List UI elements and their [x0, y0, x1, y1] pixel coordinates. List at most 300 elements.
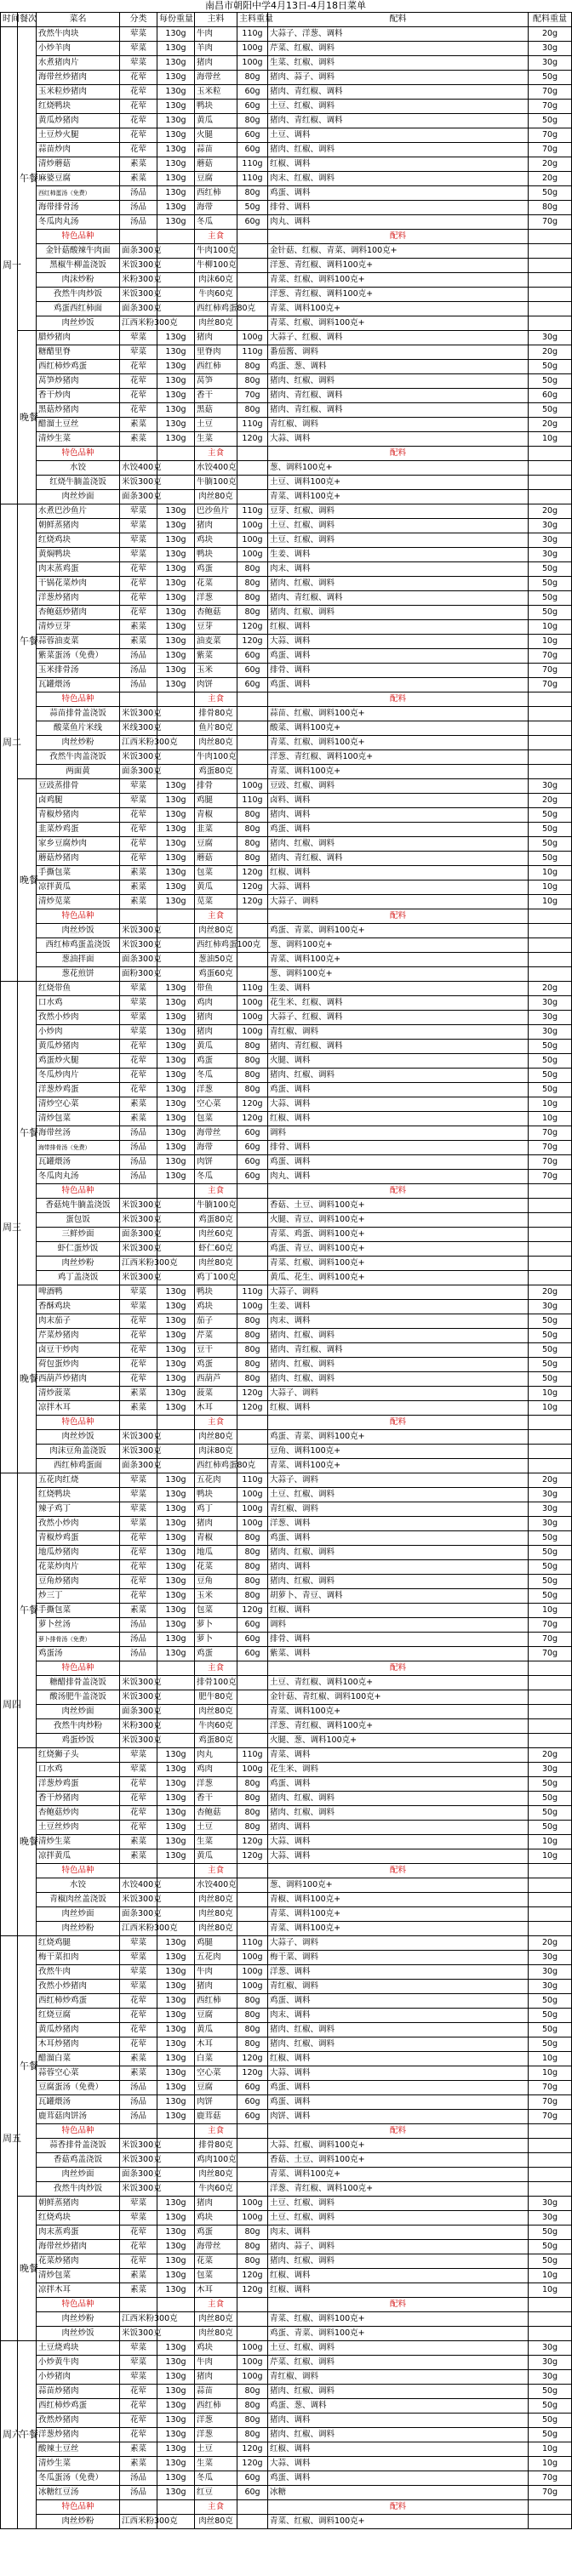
- cell-portion-weight: 130g: [157, 519, 195, 533]
- cell-category: 米饭300克: [120, 476, 157, 490]
- menu-row: [1, 42, 572, 56]
- cell-main-weight: 60g: [237, 2095, 268, 2110]
- cell-side-weight: [529, 1199, 572, 1213]
- cell-main-weight: 80g: [237, 1083, 268, 1097]
- menu-row: [1, 2341, 572, 2356]
- cell-dish-name: 肉沫豆角盖浇饭: [37, 1445, 120, 1459]
- menu-row: [1, 27, 572, 42]
- cell-side-ingredients: 鸡蛋、青菜、调料100克+: [268, 924, 529, 938]
- cell-dish-name: 辣子鸡丁: [37, 1502, 120, 1517]
- cell-category: 花荤: [120, 1806, 157, 1821]
- cell-dish-name: 瓦罐煨汤: [37, 1155, 120, 1170]
- cell-portion-weight: 130g: [157, 635, 195, 649]
- cell-main-ingredient: 鸡蛋60克: [195, 967, 237, 982]
- cell-category: 素菜: [120, 1604, 157, 1618]
- cell-portion-weight: 130g: [157, 85, 195, 100]
- cell-category: 素菜: [120, 1097, 157, 1112]
- page-title: 南昌市朝阳中学4月13日-4月18日菜单: [205, 0, 366, 11]
- cell-dish-name: 清炒菠菜: [37, 1387, 120, 1401]
- cell-dish-name: 莴笋炒猪肉: [37, 374, 120, 389]
- cell-main-ingredient: 肉丝80克: [195, 2312, 237, 2327]
- menu-row: [1, 692, 572, 707]
- cell-side-weight: 50g: [529, 2428, 572, 2442]
- cell-category: 汤品: [120, 649, 157, 664]
- cell-category: 汤品: [120, 2110, 157, 2124]
- cell-category: 素菜: [120, 2457, 157, 2471]
- cell-side-ingredients: 青菜、调料100克+: [268, 1705, 529, 1719]
- cell-main-ingredient: 西红柿: [195, 1994, 237, 2009]
- cell-category: 汤品: [120, 1170, 157, 1184]
- cell-main-ingredient: 猪肉: [195, 56, 237, 71]
- cell-main-weight: 100g: [237, 1980, 268, 1994]
- cell-main-ingredient: 生菜: [195, 1835, 237, 1849]
- cell-main-ingredient: 火腿: [195, 128, 237, 143]
- cell-side-ingredients: 鸡蛋、青菜、调料100克+: [268, 2327, 529, 2341]
- cell-side-ingredients: 土豆、红椒、调料: [268, 2197, 529, 2211]
- menu-row: [1, 2442, 572, 2457]
- cell-main-weight: [237, 316, 268, 331]
- cell-main-weight: [237, 244, 268, 259]
- menu-row: [1, 1633, 572, 1647]
- cell-category: 素菜: [120, 1835, 157, 1849]
- cell-dish-name: 清炒空心菜: [37, 1097, 120, 1112]
- cell-main-weight: [237, 1690, 268, 1705]
- menu-row: [1, 953, 572, 967]
- cell-portion-weight: 130g: [157, 620, 195, 635]
- cell-main-ingredient: 猪肉: [195, 1025, 237, 1040]
- cell-category: [120, 1864, 157, 1878]
- cell-dish-name: 西红柿鸡蛋盖浇饭: [37, 938, 120, 953]
- cell-side-weight: 50g: [529, 577, 572, 591]
- cell-dish-name: 孜然牛肉盖浇饭: [37, 750, 120, 765]
- cell-side-weight: 10g: [529, 2052, 572, 2066]
- cell-side-ingredients: 猪肉、青红椒、调料: [268, 389, 529, 403]
- cell-portion-weight: [157, 967, 195, 982]
- cell-category: 花荤: [120, 128, 157, 143]
- cell-side-ingredients: 葱、调料100克+: [268, 938, 529, 953]
- cell-side-weight: 50g: [529, 1994, 572, 2009]
- cell-side-weight: [529, 1690, 572, 1705]
- cell-main-weight: 80g: [237, 1821, 268, 1835]
- cell-side-ingredients: 红椒、调料: [268, 1112, 529, 1126]
- cell-portion-weight: 130g: [157, 2023, 195, 2037]
- cell-side-ingredients: 猪肉、青红椒、调料: [268, 1040, 529, 1054]
- menu-row: [1, 1257, 572, 1271]
- cell-main-ingredient: 鸡蛋80克: [195, 1734, 237, 1748]
- menu-row: [1, 1040, 572, 1054]
- cell-main-ingredient: 土豆: [195, 2442, 237, 2457]
- cell-main-ingredient: 冬瓜: [195, 215, 237, 230]
- cell-portion-weight: 130g: [157, 1473, 195, 1488]
- cell-side-weight: 70g: [529, 85, 572, 100]
- cell-portion-weight: 130g: [157, 1401, 195, 1416]
- day-label-cell: 周五: [1, 1936, 18, 2341]
- cell-side-weight: 20g: [529, 172, 572, 186]
- cell-portion-weight: 130g: [157, 1821, 195, 1835]
- cell-main-weight: 110g: [237, 172, 268, 186]
- cell-main-weight: [237, 1184, 268, 1199]
- cell-main-weight: 80g: [237, 1560, 268, 1575]
- cell-side-ingredients: 生姜、调料: [268, 1300, 529, 1314]
- cell-side-ingredients: 青椒、调料100克+: [268, 1893, 529, 1907]
- cell-dish-name: 清炒豆芽: [37, 620, 120, 635]
- cell-dish-name: 冬瓜肉丸汤: [37, 215, 120, 230]
- cell-category: 荤菜: [120, 2211, 157, 2226]
- cell-category: 花荤: [120, 2428, 157, 2442]
- cell-dish-name: 冰糖红豆汤: [37, 2486, 120, 2500]
- cell-side-weight: 50g: [529, 2399, 572, 2414]
- cell-main-ingredient: 苋菜: [195, 895, 237, 909]
- cell-main-ingredient: 地瓜: [195, 1546, 237, 1560]
- cell-category: 荤菜: [120, 982, 157, 996]
- cell-side-ingredients: 大蒜子、红椒、调料: [268, 331, 529, 345]
- cell-main-weight: [237, 1734, 268, 1748]
- cell-dish-name: 红烧狮子头: [37, 1748, 120, 1763]
- cell-side-weight: 10g: [529, 866, 572, 881]
- cell-main-weight: 80g: [237, 2009, 268, 2023]
- cell-main-weight: 60g: [237, 1126, 268, 1141]
- cell-dish-name: 肉丝炒面: [37, 1705, 120, 1719]
- cell-side-ingredients: 葱、调料100克+: [268, 461, 529, 476]
- menu-row: [1, 2471, 572, 2486]
- cell-main-ingredient: 肉丝80克: [195, 2515, 237, 2529]
- cell-side-weight: 50g: [529, 591, 572, 606]
- cell-side-ingredients: 猪肉、青红椒、调料: [268, 114, 529, 128]
- cell-category: 汤品: [120, 1618, 157, 1633]
- menu-row: [1, 1980, 572, 1994]
- cell-portion-weight: 130g: [157, 1025, 195, 1040]
- cell-side-weight: 50g: [529, 1372, 572, 1387]
- cell-category: [120, 230, 157, 244]
- menu-row: [1, 1734, 572, 1748]
- menu-row: [1, 432, 572, 447]
- cell-category: 花荤: [120, 1531, 157, 1546]
- cell-main-ingredient: 茄子: [195, 1314, 237, 1329]
- cell-main-ingredient: 肉丝80克: [195, 1430, 237, 1445]
- cell-category: [120, 692, 157, 707]
- cell-side-weight: 30g: [529, 56, 572, 71]
- cell-dish-name: 木耳炒猪肉: [37, 2037, 120, 2052]
- cell-main-weight: 120g: [237, 1112, 268, 1126]
- menu-row: [1, 1155, 572, 1170]
- cell-main-ingredient: 猪肉: [195, 1517, 237, 1531]
- cell-dish-name: 肉丝炒粉: [37, 2515, 120, 2529]
- cell-category: 素菜: [120, 1849, 157, 1864]
- cell-side-ingredients: 番茄酱、调料: [268, 345, 529, 360]
- cell-main-ingredient: 牛肉: [195, 27, 237, 42]
- menu-row: [1, 649, 572, 664]
- menu-row: [1, 172, 572, 186]
- cell-portion-weight: 130g: [157, 374, 195, 389]
- cell-side-weight: [529, 2312, 572, 2327]
- cell-side-ingredients: 洋葱、青红椒、调料100克+: [268, 259, 529, 273]
- cell-category: 面条300克: [120, 1459, 157, 1473]
- cell-side-weight: 30g: [529, 331, 572, 345]
- cell-dish-name: 孜然牛肉炒饭: [37, 288, 120, 302]
- cell-category: 江西米粉300克: [120, 2515, 157, 2529]
- cell-dish-name: 鸡丁盖浇饭: [37, 1271, 120, 1285]
- cell-main-ingredient: 排骨100克: [195, 1676, 237, 1690]
- cell-main-ingredient: 蘑菇: [195, 157, 237, 172]
- cell-portion-weight: [157, 1690, 195, 1705]
- cell-main-weight: 120g: [237, 1387, 268, 1401]
- cell-side-weight: [529, 2124, 572, 2139]
- cell-category: 花荤: [120, 114, 157, 128]
- cell-main-weight: 70g: [237, 389, 268, 403]
- cell-dish-name: 清炒包菜: [37, 1112, 120, 1126]
- cell-portion-weight: 130g: [157, 1835, 195, 1849]
- cell-category: 汤品: [120, 186, 157, 201]
- cell-portion-weight: 130g: [157, 331, 195, 345]
- cell-portion-weight: [157, 1661, 195, 1676]
- cell-main-ingredient: 洋葱: [195, 1083, 237, 1097]
- cell-portion-weight: 130g: [157, 1748, 195, 1763]
- cell-main-ingredient: 豆腐: [195, 2081, 237, 2095]
- cell-main-ingredient: 萝卜: [195, 1618, 237, 1633]
- menu-row: [1, 128, 572, 143]
- cell-main-weight: [237, 1907, 268, 1922]
- cell-side-ingredients: 配料: [268, 1184, 529, 1199]
- cell-portion-weight: [157, 1199, 195, 1213]
- cell-main-weight: [237, 273, 268, 288]
- cell-side-ingredients: 猪肉、青红椒、调料: [268, 403, 529, 418]
- cell-portion-weight: 130g: [157, 157, 195, 172]
- cell-main-ingredient: 肉丝80克: [195, 1922, 237, 1936]
- cell-category: 米饭300克: [120, 1242, 157, 1257]
- cell-main-weight: 80g: [237, 823, 268, 837]
- cell-category: 米饭300克: [120, 288, 157, 302]
- cell-dish-name: 特色品种: [37, 692, 120, 707]
- cell-main-ingredient: 猪肉: [195, 2370, 237, 2385]
- cell-main-weight: [237, 2327, 268, 2341]
- cell-main-ingredient: 冬瓜: [195, 2471, 237, 2486]
- cell-side-weight: [529, 490, 572, 504]
- cell-side-weight: [529, 461, 572, 476]
- cell-dish-name: 西葫芦炒猪肉: [37, 1372, 120, 1387]
- cell-portion-weight: [157, 1734, 195, 1748]
- cell-main-weight: 50g: [237, 201, 268, 215]
- cell-side-weight: [529, 1661, 572, 1676]
- cell-main-weight: [237, 288, 268, 302]
- cell-main-ingredient: 黑菇: [195, 403, 237, 418]
- cell-dish-name: 酸汤肥牛盖浇饭: [37, 1690, 120, 1705]
- cell-dish-name: 特色品种: [37, 1661, 120, 1676]
- cell-side-weight: 10g: [529, 1112, 572, 1126]
- cell-dish-name: 瓦罐煨汤: [37, 2095, 120, 2110]
- cell-category: 素菜: [120, 1112, 157, 1126]
- cell-main-weight: 120g: [237, 2442, 268, 2457]
- cell-category: 素菜: [120, 2052, 157, 2066]
- cell-dish-name: 蒜蓉油麦菜: [37, 635, 120, 649]
- cell-main-ingredient: 肉丝80克: [195, 1893, 237, 1907]
- menu-row: [1, 1199, 572, 1213]
- cell-side-weight: [529, 1878, 572, 1893]
- cell-side-ingredients: 青红椒、调料: [268, 1980, 529, 1994]
- cell-dish-name: 特色品种: [37, 2124, 120, 2139]
- cell-side-ingredients: 猪肉、调料: [268, 1560, 529, 1575]
- cell-main-ingredient: 牛腩100克: [195, 476, 237, 490]
- cell-portion-weight: 130g: [157, 143, 195, 157]
- cell-category: 花荤: [120, 1069, 157, 1083]
- cell-dish-name: 红烧鸡腿: [37, 1936, 120, 1951]
- cell-dish-name: 肉丝炒饭: [37, 2327, 120, 2341]
- cell-main-ingredient: 黄瓜: [195, 114, 237, 128]
- header-cell-main-weight: 主料重量: [237, 13, 268, 27]
- cell-dish-name: 孜然炒猪肉: [37, 2414, 120, 2428]
- cell-side-weight: 10g: [529, 1097, 572, 1112]
- cell-category: 花荤: [120, 389, 157, 403]
- cell-main-weight: 100g: [237, 2197, 268, 2211]
- cell-category: 素菜: [120, 2066, 157, 2081]
- cell-side-weight: 50g: [529, 1575, 572, 1589]
- cell-main-weight: [237, 1242, 268, 1257]
- cell-portion-weight: 130g: [157, 2442, 195, 2457]
- cell-main-ingredient: 洋葱: [195, 1777, 237, 1792]
- cell-main-weight: 60g: [237, 664, 268, 678]
- cell-dish-name: 炒三丁: [37, 1589, 120, 1604]
- cell-dish-name: 红烧牛腩盖浇饭: [37, 476, 120, 490]
- menu-row: [1, 562, 572, 577]
- cell-portion-weight: 130g: [157, 2226, 195, 2240]
- cell-main-weight: [237, 765, 268, 779]
- cell-side-ingredients: 猪肉、调料: [268, 808, 529, 823]
- cell-category: 米饭300克: [120, 1430, 157, 1445]
- menu-row: [1, 591, 572, 606]
- cell-portion-weight: 130g: [157, 1965, 195, 1980]
- cell-main-ingredient: 包菜: [195, 2269, 237, 2283]
- cell-main-ingredient: 鸡块: [195, 1300, 237, 1314]
- cell-main-ingredient: 羊肉: [195, 42, 237, 56]
- cell-side-ingredients: 肉末、红椒、调料: [268, 172, 529, 186]
- cell-portion-weight: 130g: [157, 345, 195, 360]
- cell-dish-name: 洋葱炒猪肉: [37, 591, 120, 606]
- cell-main-ingredient: 洋葱: [195, 591, 237, 606]
- cell-main-ingredient: 西红柿鸡蛋80克: [195, 302, 237, 316]
- cell-portion-weight: 130g: [157, 1141, 195, 1155]
- cell-category: 素菜: [120, 2269, 157, 2283]
- cell-side-weight: [529, 1271, 572, 1285]
- cell-main-weight: 60g: [237, 215, 268, 230]
- cell-category: 荤菜: [120, 42, 157, 56]
- menu-row: [1, 1112, 572, 1126]
- cell-side-weight: 10g: [529, 620, 572, 635]
- cell-side-ingredients: 配料: [268, 2298, 529, 2312]
- cell-portion-weight: [157, 2139, 195, 2153]
- cell-portion-weight: [157, 924, 195, 938]
- cell-portion-weight: [157, 938, 195, 953]
- cell-side-weight: 50g: [529, 808, 572, 823]
- menu-row: [1, 259, 572, 273]
- cell-main-weight: 100g: [237, 1517, 268, 1531]
- cell-side-weight: 10g: [529, 2442, 572, 2457]
- cell-side-ingredients: 鸡蛋、调料: [268, 1531, 529, 1546]
- cell-main-ingredient: 肉丝80克: [195, 1907, 237, 1922]
- cell-main-weight: 80g: [237, 1343, 268, 1358]
- cell-category: 荤菜: [120, 794, 157, 808]
- cell-side-ingredients: 猪肉、红椒、调料: [268, 1372, 529, 1387]
- cell-portion-weight: [157, 1430, 195, 1445]
- cell-main-weight: [237, 721, 268, 736]
- cell-dish-name: 醋溜白菜: [37, 2052, 120, 2066]
- cell-dish-name: 红烧带鱼: [37, 982, 120, 996]
- cell-side-weight: 50g: [529, 2385, 572, 2399]
- menu-row: [1, 620, 572, 635]
- cell-main-weight: 80g: [237, 1589, 268, 1604]
- cell-main-weight: 100g: [237, 1965, 268, 1980]
- cell-side-weight: 30g: [529, 1965, 572, 1980]
- cell-dish-name: 洋葱炒鸡蛋: [37, 1083, 120, 1097]
- cell-portion-weight: 130g: [157, 562, 195, 577]
- cell-main-ingredient: 木耳: [195, 2037, 237, 2052]
- cell-dish-name: 清炒苋菜: [37, 895, 120, 909]
- cell-side-ingredients: 生菜、红椒、调料: [268, 56, 529, 71]
- cell-side-ingredients: 排骨、调料: [268, 1633, 529, 1647]
- cell-category: 江西米粉300克: [120, 2312, 157, 2327]
- cell-main-ingredient: 杏鲍菇: [195, 606, 237, 620]
- cell-category: 花荤: [120, 2254, 157, 2269]
- cell-category: [120, 2298, 157, 2312]
- cell-side-weight: [529, 1734, 572, 1748]
- cell-portion-weight: 130g: [157, 403, 195, 418]
- menu-row: [1, 837, 572, 852]
- cell-side-ingredients: 洋葱、青红椒、调料100克+: [268, 288, 529, 302]
- cell-main-weight: 100g: [237, 1951, 268, 1965]
- cell-category: 花荤: [120, 2226, 157, 2240]
- cell-side-weight: 50g: [529, 2226, 572, 2240]
- cell-category: 花荤: [120, 1358, 157, 1372]
- menu-row: [1, 71, 572, 85]
- menu-row: [1, 157, 572, 172]
- cell-side-weight: 70g: [529, 1126, 572, 1141]
- cell-side-ingredients: 豆角、调料100克+: [268, 1445, 529, 1459]
- cell-side-weight: 20g: [529, 27, 572, 42]
- cell-portion-weight: 130g: [157, 1097, 195, 1112]
- cell-side-ingredients: 蒜苗、红椒、调料100克+: [268, 707, 529, 721]
- cell-main-ingredient: 空心菜: [195, 2066, 237, 2081]
- cell-main-weight: 100g: [237, 2211, 268, 2226]
- cell-side-ingredients: 酸菜、调料100克+: [268, 721, 529, 736]
- cell-category: 素菜: [120, 620, 157, 635]
- cell-dish-name: 孜然牛肉块: [37, 27, 120, 42]
- menu-row: [1, 577, 572, 591]
- menu-row: [1, 288, 572, 302]
- cell-dish-name: 青椒炒鸡蛋: [37, 1531, 120, 1546]
- cell-dish-name: 孜然牛肉炒饭: [37, 2182, 120, 2197]
- cell-main-weight: 80g: [237, 2414, 268, 2428]
- cell-side-weight: [529, 2139, 572, 2153]
- cell-side-weight: 50g: [529, 1821, 572, 1835]
- header-cell-side-weight: 配料重量: [529, 13, 572, 27]
- menu-row: [1, 750, 572, 765]
- cell-side-weight: [529, 1922, 572, 1936]
- cell-side-ingredients: 青红椒、调料: [268, 418, 529, 432]
- cell-side-ingredients: 土豆、调料: [268, 128, 529, 143]
- cell-main-ingredient: 生菜: [195, 2457, 237, 2471]
- cell-side-ingredients: 红椒、调料: [268, 2283, 529, 2298]
- cell-side-ingredients: 青菜、红椒、调料100克+: [268, 736, 529, 750]
- cell-main-ingredient: 主食: [195, 692, 237, 707]
- cell-category: 花荤: [120, 823, 157, 837]
- cell-portion-weight: [157, 1184, 195, 1199]
- menu-row: [1, 2414, 572, 2428]
- cell-portion-weight: 130g: [157, 2370, 195, 2385]
- cell-dish-name: 玉米粒炒猪肉: [37, 85, 120, 100]
- cell-main-weight: 80g: [237, 2385, 268, 2399]
- cell-side-weight: 70g: [529, 143, 572, 157]
- cell-portion-weight: 130g: [157, 389, 195, 403]
- cell-main-ingredient: 玉米: [195, 664, 237, 678]
- cell-main-ingredient: 杏鲍菇: [195, 1806, 237, 1821]
